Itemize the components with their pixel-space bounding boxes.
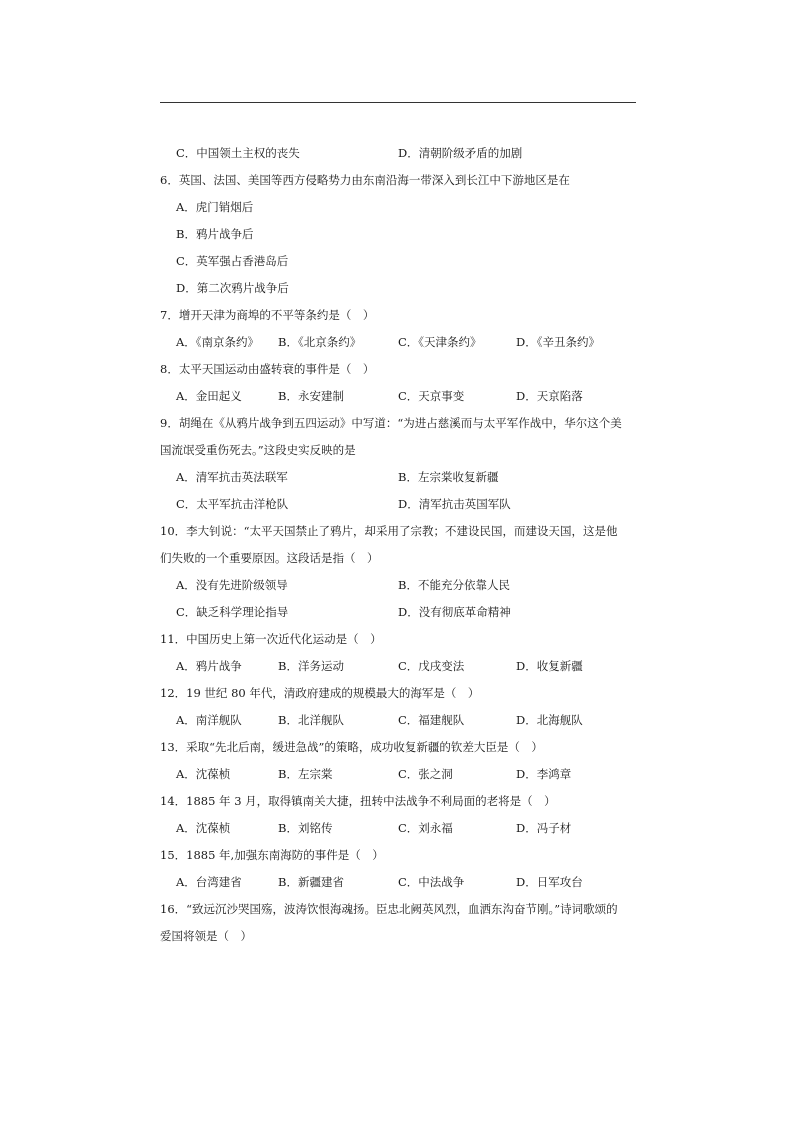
answer-option: B．永安建制 bbox=[278, 389, 344, 403]
option-row bbox=[160, 275, 640, 302]
question-block bbox=[160, 680, 640, 734]
question-block bbox=[160, 626, 640, 680]
answer-option: C．张之洞 bbox=[398, 767, 453, 781]
header-rule bbox=[160, 102, 636, 103]
previous-question-options bbox=[160, 140, 640, 167]
answer-option: C．中法战争 bbox=[398, 875, 465, 889]
question-block bbox=[160, 734, 640, 788]
question-text: 15．1885 年,加强东南海防的事件是（ ） bbox=[160, 848, 384, 862]
answer-option: A．《南京条约》 bbox=[176, 335, 260, 349]
question-text: 爱国将领是（ ） bbox=[160, 929, 252, 943]
answer-option: D．李鸿章 bbox=[516, 767, 572, 781]
question-text: 8．太平天国运动由盛转衰的事件是（ ） bbox=[160, 362, 375, 376]
question-block bbox=[160, 356, 640, 410]
question-block bbox=[160, 167, 640, 302]
answer-option: D．没有彻底革命精神 bbox=[398, 605, 511, 619]
option-row bbox=[160, 815, 640, 842]
question-text: 12．19 世纪 80 年代，清政府建成的规模最大的海军是（ ） bbox=[160, 686, 480, 700]
answer-option: C．缺乏科学理论指导 bbox=[176, 605, 289, 619]
question-text: 6．英国、法国、美国等西方侵略势力由东南沿海一带深入到长江中下游地区是在 bbox=[160, 173, 570, 187]
answer-option: B．北洋舰队 bbox=[278, 713, 344, 727]
option-row bbox=[160, 248, 640, 275]
answer-option: C．《天津条约》 bbox=[398, 335, 482, 349]
question-text: 16．“致远沉沙哭国殇，波涛饮恨海魂扬。臣忠北阙英风烈，血洒东沟奋节刚。”诗词歌颂的 bbox=[160, 902, 618, 916]
answer-option: A．虎门销烟后 bbox=[176, 200, 254, 214]
answer-option: C．戊戌变法 bbox=[398, 659, 465, 673]
answer-option: D．收复新疆 bbox=[516, 659, 583, 673]
question-block bbox=[160, 896, 640, 950]
answer-option: C．英军强占香港岛后 bbox=[176, 254, 289, 268]
answer-option: B．刘铭传 bbox=[278, 821, 333, 835]
answer-option: D．天京陷落 bbox=[516, 389, 583, 403]
answer-option: A．台湾建省 bbox=[176, 875, 242, 889]
answer-option: C．天京事变 bbox=[398, 389, 465, 403]
option-row bbox=[160, 653, 640, 680]
answer-option: B．《北京条约》 bbox=[278, 335, 362, 349]
question-text: 10．李大钊说：“太平天国禁止了鸦片，却采用了宗教；不建设民国，而建设天国，这是他 bbox=[160, 524, 618, 538]
answer-option: A．金田起义 bbox=[176, 389, 242, 403]
answer-option: D．冯子材 bbox=[516, 821, 572, 835]
answer-option: B．洋务运动 bbox=[278, 659, 344, 673]
answer-option: A．鸦片战争 bbox=[176, 659, 242, 673]
option-row bbox=[160, 464, 640, 491]
option-row bbox=[160, 599, 640, 626]
question-text: 11．中国历史上第一次近代化运动是（ ） bbox=[160, 632, 382, 646]
answer-option: A．沈葆桢 bbox=[176, 821, 231, 835]
option-row bbox=[160, 383, 640, 410]
question-block bbox=[160, 302, 640, 356]
option-row bbox=[160, 869, 640, 896]
option-row bbox=[160, 707, 640, 734]
exam-content bbox=[160, 140, 640, 950]
question-block bbox=[160, 842, 640, 896]
option-row bbox=[160, 194, 640, 221]
answer-option: C．福建舰队 bbox=[398, 713, 465, 727]
question-block bbox=[160, 518, 640, 626]
question-text: 们失败的一个重要原因。这段话是指（ ） bbox=[160, 551, 379, 565]
answer-option: D．北海舰队 bbox=[516, 713, 583, 727]
question-block bbox=[160, 410, 640, 518]
answer-option: D．《辛丑条约》 bbox=[516, 335, 600, 349]
answer-option: A．南洋舰队 bbox=[176, 713, 242, 727]
answer-option: B．新疆建省 bbox=[278, 875, 344, 889]
answer-option: B．左宗棠收复新疆 bbox=[398, 470, 499, 484]
answer-option: D．日军攻台 bbox=[516, 875, 583, 889]
answer-option: C．刘永福 bbox=[398, 821, 453, 835]
question-text: 9．胡绳在《从鸦片战争到五四运动》中写道：“为进占慈溪而与太平军作战中，华尔这个美 bbox=[160, 416, 622, 430]
answer-option: A．没有先进阶级领导 bbox=[176, 578, 288, 592]
answer-option: B．鸦片战争后 bbox=[176, 227, 254, 241]
answer-option: A．清军抗击英法联军 bbox=[176, 470, 288, 484]
option-row bbox=[160, 761, 640, 788]
option-row bbox=[160, 221, 640, 248]
answer-option: A．沈葆桢 bbox=[176, 767, 231, 781]
option-c: C．中国领土主权的丧失 bbox=[176, 146, 300, 160]
question-text: 国流氓受重伤死去。”这段史实反映的是 bbox=[160, 443, 356, 457]
answer-option: D．第二次鸦片战争后 bbox=[176, 281, 289, 295]
option-row bbox=[160, 572, 640, 599]
question-text: 14．1885 年 3 月，取得镇南关大捷，扭转中法战争不利局面的老将是（ ） bbox=[160, 794, 556, 808]
option-row bbox=[160, 491, 640, 518]
answer-option: B．左宗棠 bbox=[278, 767, 333, 781]
answer-option: D．清军抗击英国军队 bbox=[398, 497, 511, 511]
question-text: 13．采取“先北后南，缓进急战”的策略，成功收复新疆的钦差大臣是（ ） bbox=[160, 740, 543, 754]
answer-option: B．不能充分依靠人民 bbox=[398, 578, 510, 592]
option-d: D．清朝阶级矛盾的加剧 bbox=[398, 146, 523, 160]
option-row bbox=[160, 329, 640, 356]
answer-option: C．太平军抗击洋枪队 bbox=[176, 497, 289, 511]
question-block bbox=[160, 788, 640, 842]
question-text: 7．增开天津为商埠的不平等条约是（ ） bbox=[160, 308, 375, 322]
